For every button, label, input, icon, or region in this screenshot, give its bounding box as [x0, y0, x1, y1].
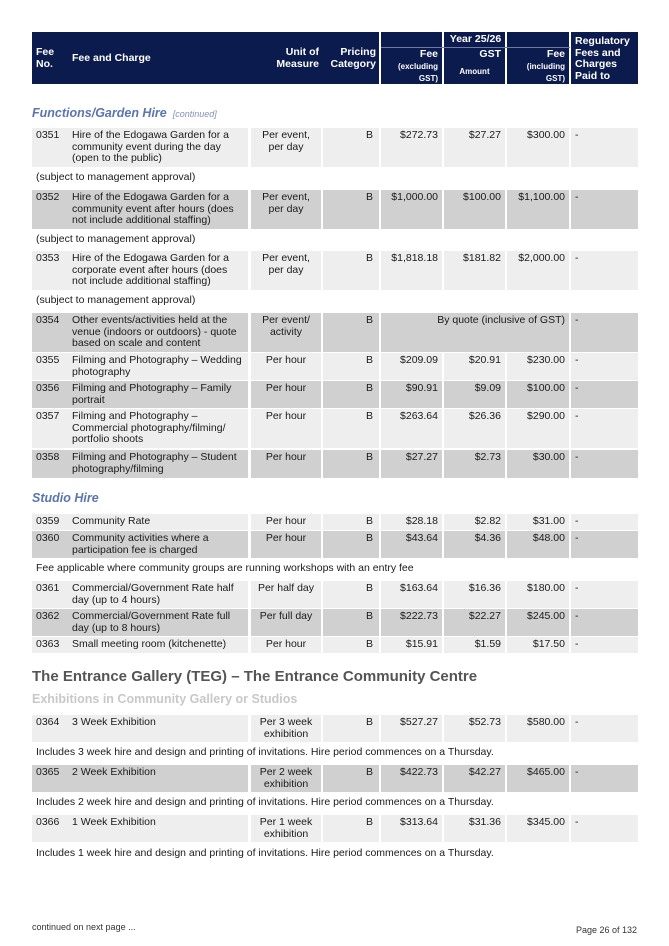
row-note: Includes 3 week hire and design and printing of invitations. Hire period commences on a Thursday.: [36, 746, 494, 758]
table-row: 0364 3 Week Exhibition Per 3 week exhibition B $527.27 $52.73 $580.00 -: [32, 715, 638, 742]
table-row: 0352 Hire of the Edogawa Garden for a community event after hours (does not include additional staffing) Per event, per day B $1,000.00 $100.00 $1,100.00 -: [32, 190, 638, 229]
fee-schedule-page: [32, 32, 638, 859]
table-row: 0363 Small meeting room (kitchenette) Per hour B $15.91 $1.59 $17.50 -: [32, 637, 638, 653]
continued-footer: continued on next page ...: [32, 922, 136, 932]
continued-tag: [continued]: [172, 109, 217, 119]
col-pricing-category: Pricing Category: [323, 32, 379, 84]
table-row: 0358 Filming and Photography – Student photography/filming Per hour B $27.27 $2.73 $30.00 -: [32, 450, 638, 478]
year-label: Year 25/26: [449, 33, 502, 45]
section-functions-garden-hire: Functions/Garden Hire [continued]: [32, 106, 217, 120]
col-fee-including: Fee (including GST): [507, 32, 569, 84]
table-row: 0362 Commercial/Government Rate full day (up to 8 hours) Per full day B $222.73 $22.27 $245.00 -: [32, 609, 638, 636]
col-gst-amount: GST Amount: [444, 32, 505, 84]
row-note: (subject to management approval): [36, 294, 196, 306]
table-row: 0351 Hire of the Edogawa Garden for a community event during the day (open to the public) Per event, per day B $272.73 $27.27 $300.00 -: [32, 128, 638, 167]
col-fee-no: Fee No.: [32, 32, 68, 84]
table-row: 0361 Commercial/Government Rate half day (up to 4 hours) Per half day B $163.64 $16.36 $180.00 -: [32, 581, 638, 608]
table-row: 0357 Filming and Photography – Commercial photography/filming/ portfolio shoots Per hour B $263.64 $26.36 $290.00 -: [32, 409, 638, 448]
col-fee-excluding: Fee (excluding GST): [381, 32, 442, 84]
year-divider: [381, 47, 570, 48]
table-row: 0365 2 Week Exhibition Per 2 week exhibition B $422.73 $42.27 $465.00 -: [32, 765, 638, 792]
table-header: [32, 32, 638, 84]
table-row: 0356 Filming and Photography – Family portrait Per hour B $90.91 $9.09 $100.00 -: [32, 381, 638, 408]
table-row: 0353 Hire of the Edogawa Garden for a corporate event after hours (does not include additional staffing) Per event, per day B $1,818.18 $181.82 $2,000.00 -: [32, 251, 638, 290]
row-note: Fee applicable where community groups are running workshops with an entry fee: [36, 562, 414, 574]
table-row: 0355 Filming and Photography – Wedding photography Per hour B $209.09 $20.91 $230.00 -: [32, 353, 638, 380]
table-row: 0360 Community activities where a participation fee is charged Per hour B $43.64 $4.36 $48.00 -: [32, 531, 638, 558]
row-note: (subject to management approval): [36, 171, 196, 183]
subsection-exhibitions: Exhibitions in Community Gallery or Studios: [32, 692, 298, 706]
table-row: 0359 Community Rate Per hour B $28.18 $2.82 $31.00 -: [32, 514, 638, 530]
table-row: 0366 1 Week Exhibition Per 1 week exhibition B $313.64 $31.36 $345.00 -: [32, 815, 638, 842]
section-the-entrance-gallery: The Entrance Gallery (TEG) – The Entrance Community Centre: [32, 668, 478, 685]
col-regulatory: Regulatory Fees and Charges Paid to: [571, 32, 638, 84]
row-note: Includes 1 week hire and design and printing of invitations. Hire period commences on a Thursday.: [36, 847, 494, 859]
col-fee-and-charge: Fee and Charge: [68, 32, 251, 84]
col-unit-of-measure: Unit of Measure: [251, 32, 323, 84]
row-note: Includes 2 week hire and design and printing of invitations. Hire period commences on a Thursday.: [36, 796, 494, 808]
page-number: Page 26 of 132: [575, 925, 637, 935]
quote-cell: By quote (inclusive of GST): [381, 313, 569, 352]
row-note: (subject to management approval): [36, 233, 196, 245]
table-row: 0354 Other events/activities held at the venue (indoors or outdoors) - quote based on scale and content Per event/ activity B By quote (inclusive of GST) -: [32, 313, 638, 352]
section-studio-hire: Studio Hire: [32, 491, 99, 505]
